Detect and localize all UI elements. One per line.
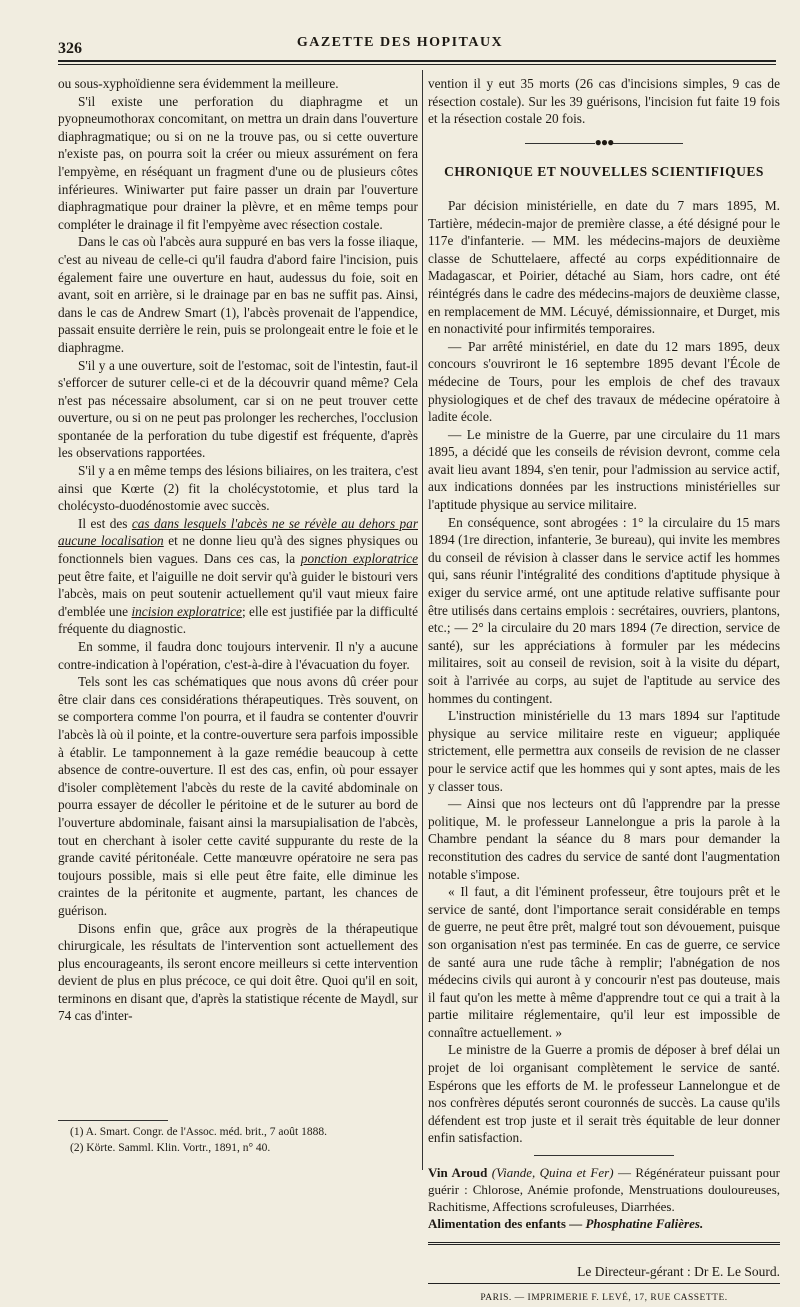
advertisement <box>428 1164 780 1232</box>
footnote: (2) Körte. Samml. Klin. Vortr., 1891, n° 40. <box>70 1142 271 1154</box>
ad-name: Vin Aroud <box>428 1165 488 1181</box>
paragraph: Dans le cas où l'abcès aura suppuré en bas vers la fosse iliaque, c'est au niveau de celle-ci qu'il faudra d'abord faire l'incision, puis également faire une ouverture en haut, audessus du foie, soit en avant, soit en arrière, si le drainage par en bas ne suffit pas. Ainsi, dans le cas de Andrew Smart (1), l'abcès provenait de l'appendice, passait ensuite derrière le rein, puis se prolongeait entre le foie et le diaphragme. <box>58 234 418 355</box>
footnote-rule <box>58 1120 168 1121</box>
paragraph: — Le ministre de la Guerre, par une circulaire du 11 mars 1895, a décidé que les conseils de révision devront, comme cela avait lieu avant 1894, s'en tenir, pour l'admission au service actif, aux indications données par les instructions ministérielles sur l'aptitude physique au service militaire. <box>428 426 780 513</box>
text-span: ; elle est justifiée par la difficulté fréquente du diagnostic. <box>58 603 418 637</box>
paragraph: — Ainsi que nos lecteurs ont dû l'apprendre par la presse politique, M. le professeur Lannelongue a pris la parole à la Chambre pendant la séance du 8 mars pour demander la reconstitution des cadres du service de santé dont l'augmentation notable s'impose. <box>428 796 780 882</box>
italic-text: ponction exploratrice <box>300 551 418 567</box>
text-span: peut être faite, et l'aiguille ne doit servir qu'à guider le bistouri vers l'abcès, mais on peut soutenir actuellement qu'il vaut mieux faire d'emblée une <box>58 568 418 619</box>
ad-subtitle: (Viande, Quina et Fer) <box>491 1165 614 1181</box>
divider <box>534 1155 674 1156</box>
page-number: 326 <box>58 40 82 57</box>
header-rule <box>58 60 776 62</box>
italic-text: incision exploratrice <box>131 603 242 619</box>
paragraph: En conséquence, sont abrogées : 1° la circulaire du 15 mars 1894 (1re direction, infanterie, 3e bureau), qui invite les membres du conseil de révision à classer dans le service actif les hommes qui, sans réunir l'intégralité des conditions d'aptitude physique à exiger du service armé, ont une aptitude relative suffisante pour être utilisés dans certains emplois : secrétaires, ouvriers, plantons, etc.; — 2° la circulaire du 20 mars 1894 (7e direction, service de santé), sur les appréciations à formuler par les médecins militaires, soit au conseil de revision, soit à la visite du départ, soit à l'arrivée au corps, au sujet de l'aptitude au service des hommes du contingent. <box>428 514 780 706</box>
paragraph: vention il y eut 35 morts (26 cas d'incisions simples, 9 cas de résection costale). Sur les 39 guérisons, l'incision fut faite 19 fois et la résection costale 20 fois. <box>428 76 780 127</box>
text-span: et ne donne lieu qu'à des signes physiques ou fonctionnels bien vagues. Dans ces cas, la <box>58 533 419 567</box>
paragraph: S'il y a en même temps des lésions biliaires, on les traitera, c'est ainsi que Kœrte (2) fit la cholécystotomie, et plus tard la cholécysto-duodénostomie avec succès. <box>58 463 418 514</box>
ornament-divider: ●●● <box>428 134 780 152</box>
paragraph: L'instruction ministérielle du 13 mars 1894 sur l'aptitude physique au service militaire reste en vigueur; appliquée strictement, elle permettra aux conseils de revision de ne classer pour le service actif que les hommes qui y sont aptes, mais de les y classer tous. <box>428 708 780 794</box>
paragraph <box>58 515 418 638</box>
director-signature: Le Directeur-gérant : Dr E. Le Sourd. <box>428 1263 780 1284</box>
ad-line2-label: Alimentation des enfants <box>428 1216 566 1232</box>
right-column <box>428 75 780 1307</box>
footnote: (1) A. Smart. Congr. de l'Assoc. méd. brit., 7 août 1888. <box>70 1126 327 1138</box>
column-divider <box>422 70 423 1170</box>
paragraph: S'il existe une perforation du diaphragme et un pyopneumothorax concomitant, on mettra un drain dans l'ouverture diaphragmatique; ou si on ne la trouve pas, ou si cette ouverture n'existe pas, on pourra soit la créer ou mieux assurément on fera l'empyème, en réséquant un fragment d'une ou de plusieurs côtes inférieures. Winiwarter put faire passer un drain par l'ouverture diaphragmatique pour drainer la plèvre, et en même temps pour compléter le drainage il fit l'empyème avec résection costale. <box>58 93 418 232</box>
paragraph: Tels sont les cas schématiques que nous avons dû créer pour être clair dans ces considérations thérapeutiques. Très souvent, on se comportera comme l'on pourra, et il faudra se contenter d'ouvrir l'abcès là où il pointe, et la contre-ouverture sera parfois impossible à établir. Le tamponnement à la gaze remédie beaucoup à cette absence de contre-ouverture. Il est des cas, enfin, où pour essayer d'isoler complètement l'abcès du reste de la cavité abdominale on pourra essayer de décoller le péritoine et de le suturer au bord de l'ouverture abdominale, faisant ainsi la marsupialisation de l'abcès, tout en cherchant à isoler cette cavité suppurante du reste de la grande cavité péritonéale. Cette manœuvre opératoire ne sera pas toujours possible, mais si elle peut être faite, elle diminue les craintes de la péritonite et augmente, partant, les chances de guérison. <box>58 674 418 918</box>
header-rule-thin <box>58 64 776 65</box>
paragraph: ou sous-xyphoïdienne sera évidemment la meilleure. <box>58 76 339 91</box>
ad-line2-text: — Phosphatine Falières. <box>565 1216 704 1232</box>
paragraph: — Par arrêté ministériel, en date du 12 mars 1895, deux concours s'ouvriront le 16 septembre 1895 devant l'École de médecine de Tours, pour les emplois de chef des travaux physiologiques et de chef des travaux de médecine opératoire à ladite école. <box>428 338 780 425</box>
running-title: GAZETTE DES HOPITAUX <box>296 35 504 50</box>
ad-text: — Régénérateur puissant pour guérir : Chlorose, Anémie profonde, Menstruations douloureuses, Rachitisme, Affections scrofuleuses, Diarrhées. <box>428 1165 781 1215</box>
double-rule <box>428 1242 780 1245</box>
footnotes <box>70 1124 410 1156</box>
left-column <box>58 75 418 1025</box>
section-heading: CHRONIQUE ET NOUVELLES SCIENTIFIQUES <box>444 164 764 180</box>
paragraph: « Il faut, a dit l'éminent professeur, être toujours prêt et le service de santé, dont l'importance serait considérable en temps de guerre, ne peut être prêt, malgré tout son dévouement, puisque son organisation n'est pas terminée. En cas de guerre, ce service de santé aura une rude tâche à remplir; l'abnégation de nos médecins civils qui auront à y concourir n'est pas douteuse, mais il faut qu'on les mette à même d'apprendre tout ce qui a trait à la partie militaire réglementaire, qu'il leur est impossible de connaître actuellement. » <box>428 884 780 1040</box>
paragraph: S'il y a une ouverture, soit de l'estomac, soit de l'intestin, faut-il s'efforcer de suturer celle-ci et de la découvrir quand même? Cela n'est pas nécessaire absolument, car si on ne peut trouver cette ouverture, ou si on ne peut pas prolonger les recherches, l'occlusion spontanée de la perforation du tube digestif est fréquente, d'après les observations rapportées. <box>58 357 418 461</box>
paragraph: Le ministre de la Guerre a promis de déposer à bref délai un projet de loi organisant complètement le service de santé. Espérons que les efforts de M. le professeur Lannelongue et de nos confrères députés seront couronnés de succès. La cause qu'ils défendent est trop juste et il serait très équitable de leur donner enfin satisfaction. <box>428 1042 780 1146</box>
paragraph: En somme, il faudra donc toujours intervenir. Il n'y a aucune contre-indication à l'opération, c'est-à-dire à l'évacuation du foyer. <box>58 639 418 672</box>
paragraph: Disons enfin que, grâce aux progrès de la thérapeutique chirurgicale, les résultats de l'intervention sont actuellement des plus encourageants, ils seront encore meilleurs si cette intervention devient de plus en plus précoce, ce qui doit être. Quoi qu'il en soit, terminons en disant que, d'après la statistique récente de Maydl, sur 74 cas d'inter- <box>58 920 418 1024</box>
imprint: PARIS. — IMPRIMERIE F. LEVÉ, 17, RUE CASSETTE. <box>480 1292 728 1303</box>
paragraph: Par décision ministérielle, en date du 7 mars 1895, M. Tartière, médecin-major de première classe, a été désigné pour le 117e d'infanterie. — MM. les médecins-majors de deuxième classe de Schuttelaere, affecté au corps expéditionnaire de Madagascar, et Poirier, détaché au Siam, hors cadre, ont été réintégrés dans le cadre des médecins-majors de deuxième classe, en remplacement de MM. Lécuyé, démissionnaire, et Durget, mis en nonactivité pour infirmités temporaires. <box>428 197 780 337</box>
text-span: Il est des <box>78 515 132 531</box>
italic-text: cas dans lesquels l'abcès ne se révèle au dehors par aucune localisation <box>58 515 419 549</box>
